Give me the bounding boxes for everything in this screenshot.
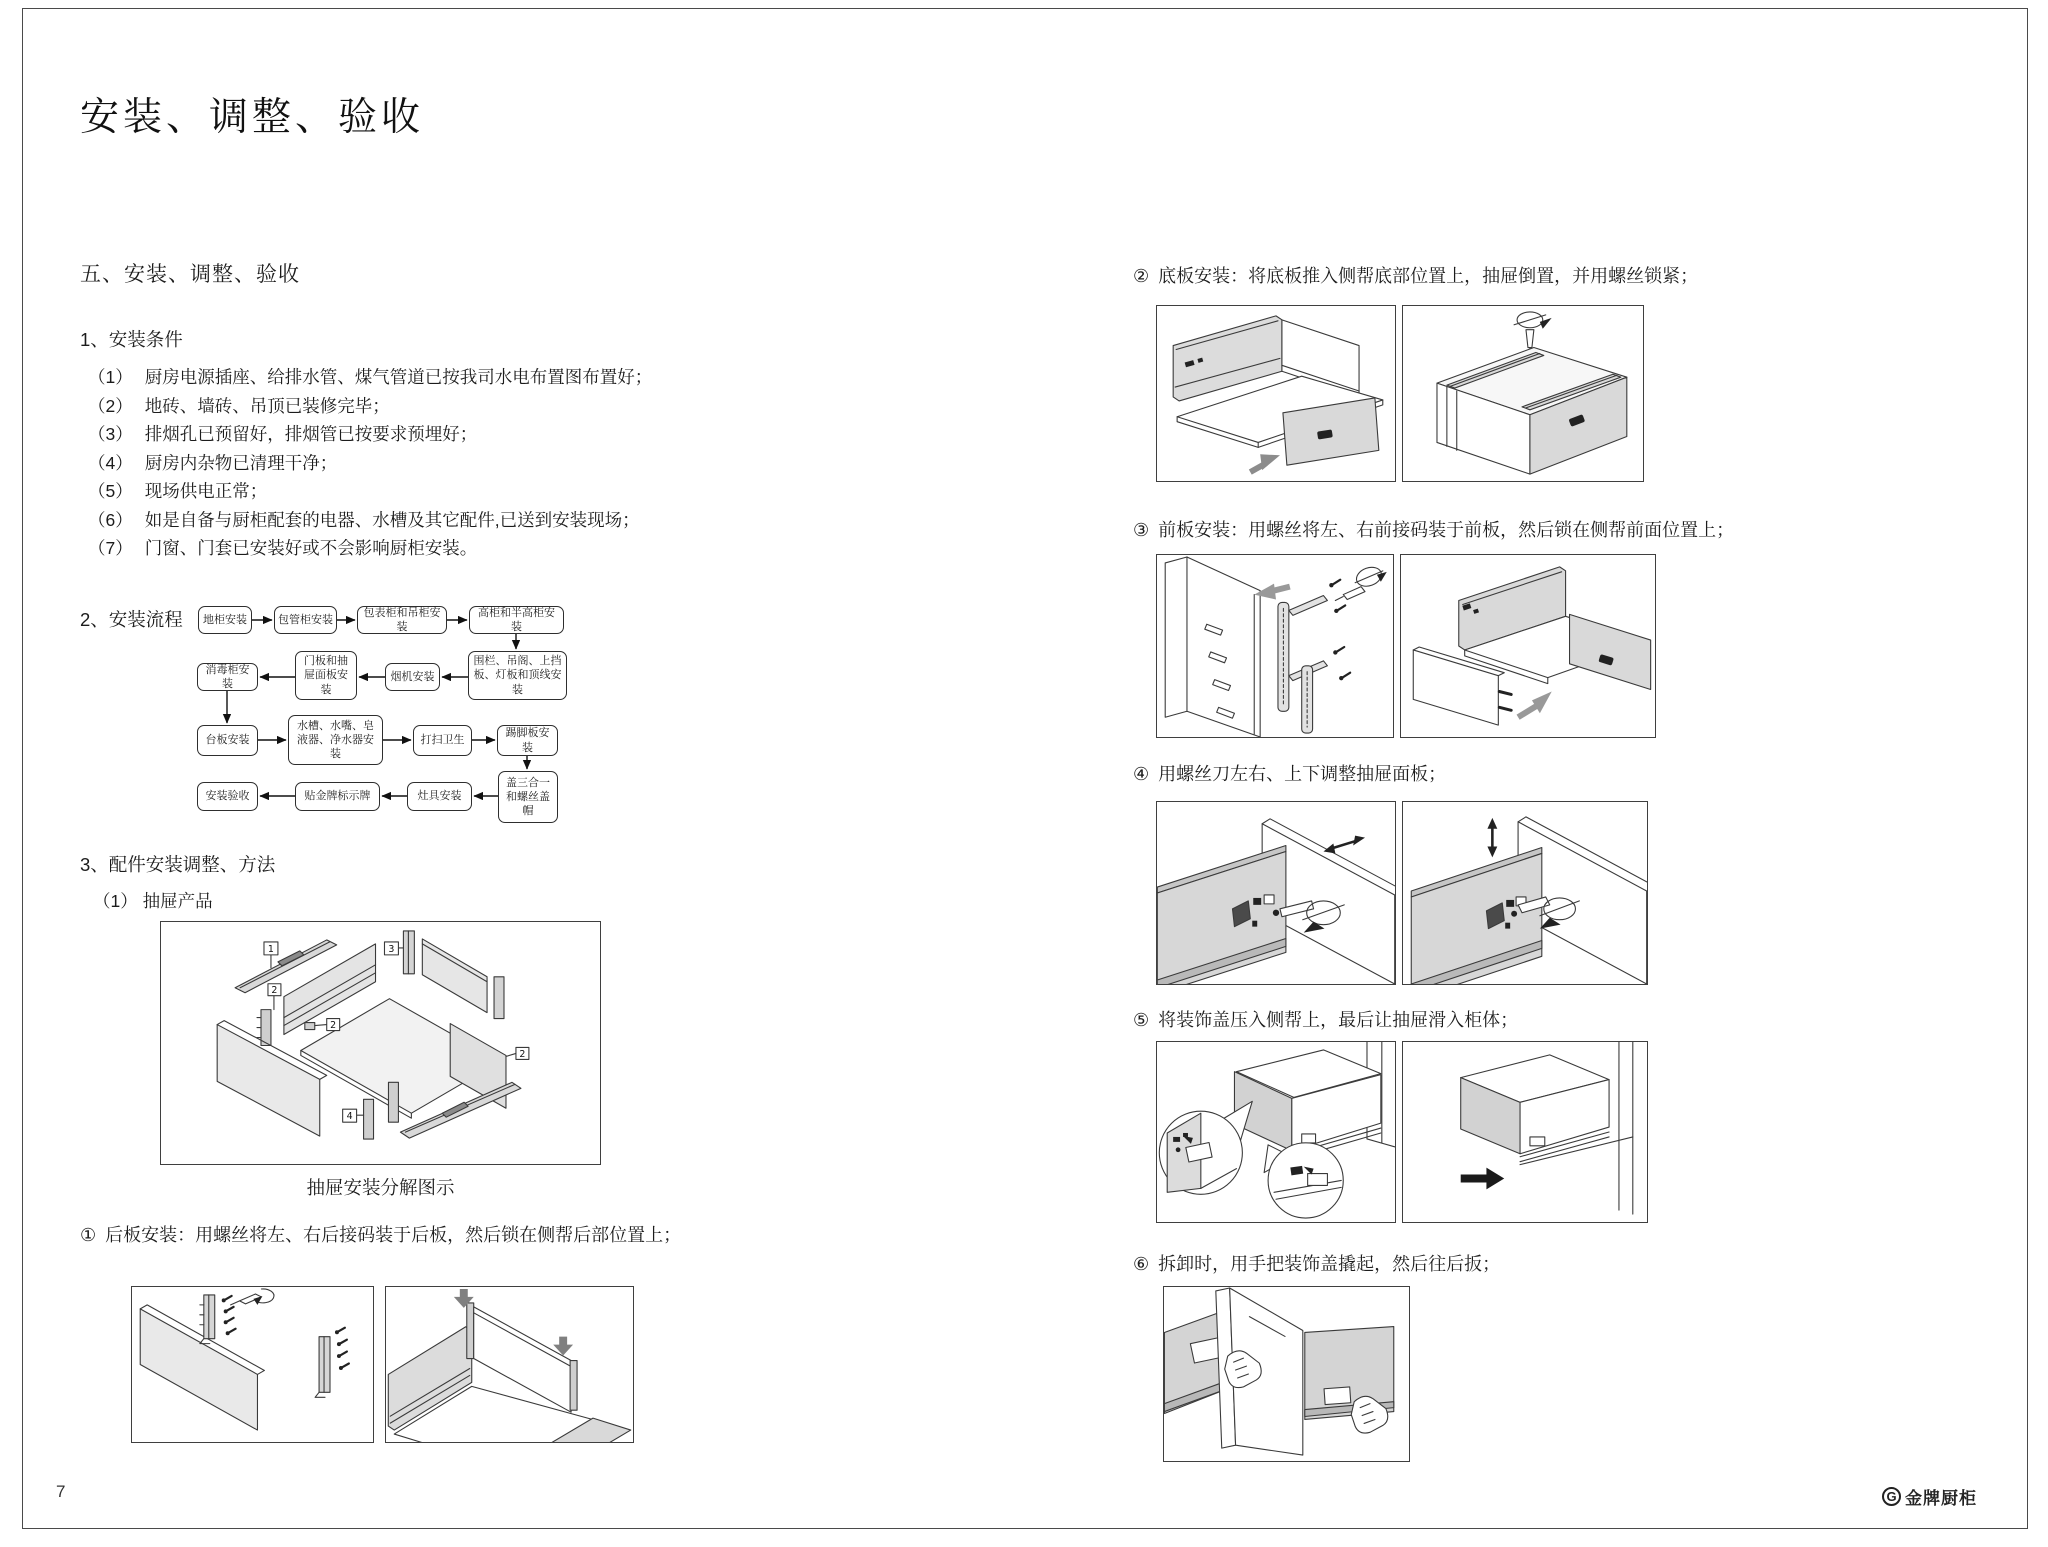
step-1-marker: ① <box>80 1225 97 1245</box>
condition-item <box>88 478 267 503</box>
condition-text: 厨房电源插座、给排水管、煤气管道已按我司水电布置图布置好； <box>144 367 653 387</box>
cover-pry-off-drawing <box>1164 1287 1409 1461</box>
step-2-heading <box>1133 262 1698 288</box>
drawer-exploded-drawing <box>161 922 600 1164</box>
step-4-marker: ④ <box>1133 764 1150 784</box>
step-1-heading <box>80 1221 681 1247</box>
brand-logo <box>1882 1484 1977 1509</box>
step-5-marker: ⑤ <box>1133 1010 1150 1030</box>
step-5-heading <box>1133 1006 1518 1032</box>
flow-node-screw-caps: 盖三合一和螺丝盖帽 <box>498 771 558 823</box>
step-5-figure-a <box>1156 1041 1396 1223</box>
condition-item <box>88 535 477 560</box>
condition-num: （4） <box>88 453 133 473</box>
flow-node-pipe-cabinet: 包管柜安装 <box>274 606 337 634</box>
condition-text: 如是自备与厨柜配套的电器、水槽及其它配件,已送到安装现场； <box>144 510 640 530</box>
condition-text: 排烟孔已预留好，排烟管已按要求预埋好； <box>144 424 478 444</box>
step-6-text: 拆卸时，用手把装饰盖撬起，然后往后扳； <box>1158 1254 1501 1274</box>
step-2-figure-b <box>1402 305 1644 482</box>
step-6-heading <box>1133 1250 1500 1276</box>
subsection-3-1-heading: （1） 抽屉产品 <box>93 891 213 911</box>
condition-item <box>88 364 652 389</box>
step-2-text: 底板安装：将底板推入侧帮底部位置上，抽屉倒置，并用螺丝锁紧； <box>1158 266 1699 286</box>
step-2-marker: ② <box>1133 266 1150 286</box>
subsection-1-heading: 1、安装条件 <box>80 329 183 350</box>
flow-node-brand-plate: 贴金牌标示牌 <box>295 782 380 811</box>
bottom-panel-slide-drawing <box>1157 306 1395 481</box>
condition-text: 地砖、墙砖、吊顶已装修完毕； <box>144 396 390 416</box>
condition-num: （5） <box>88 481 133 501</box>
page-number: 7 <box>56 1482 66 1501</box>
condition-text: 门窗、门套已安装好或不会影响厨柜安装。 <box>144 538 478 558</box>
condition-num: （6） <box>88 510 133 530</box>
step-4-text: 用螺丝刀左右、上下调整抽屉面板； <box>1158 764 1447 784</box>
condition-item <box>88 393 390 418</box>
flow-node-rail-panel: 围栏、吊阁、上挡板、灯板和顶线安装 <box>468 651 567 700</box>
front-bracket-screws-drawing <box>1157 555 1393 737</box>
part-label-4: 4 <box>346 1111 353 1123</box>
condition-num: （3） <box>88 424 133 444</box>
step-3-figure-a <box>1156 554 1394 738</box>
flow-node-tall-cabinet: 高柜和半高柜安装 <box>469 606 564 634</box>
step-1-figure-a <box>131 1286 374 1443</box>
brand-logo-text: 金牌厨柜 <box>1905 1489 1977 1508</box>
adjust-up-down-drawing <box>1403 802 1647 984</box>
step-3-heading <box>1133 516 1734 542</box>
step-1-text: 后板安装：用螺丝将左、右后接码装于后板，然后锁在侧帮后部位置上； <box>105 1225 682 1245</box>
step-4-heading <box>1133 760 1446 786</box>
front-panel-attach-drawing <box>1401 555 1655 737</box>
step-3-marker: ③ <box>1133 520 1150 540</box>
subsection-3-heading: 3、配件安装调整、方法 <box>80 854 276 875</box>
flow-node-sink-faucet: 水槽、水嘴、皂液器、净水器安装 <box>288 715 383 765</box>
flow-node-sterilizer: 消毒柜安装 <box>197 663 258 691</box>
flow-node-stove: 灶具安装 <box>407 782 472 811</box>
part-label-2: 2 <box>330 1020 337 1032</box>
step-2-figure-a <box>1156 305 1396 482</box>
condition-text: 现场供电正常； <box>144 481 268 501</box>
drawer-slide-in-drawing <box>1403 1042 1647 1222</box>
back-panel-bracket-drawing <box>132 1287 373 1442</box>
flow-node-meter-wall-cabinet: 包表柜和吊柜安装 <box>357 606 447 634</box>
condition-item <box>88 421 477 446</box>
part-label-2: 2 <box>271 985 278 997</box>
installation-flowchart <box>180 598 570 833</box>
part-label-3: 3 <box>388 943 395 955</box>
part-label-1: 1 <box>267 943 274 955</box>
step-6-figure <box>1163 1286 1410 1462</box>
flow-node-base-cabinet: 地柜安装 <box>198 606 252 634</box>
step-1-figure-b <box>385 1286 634 1443</box>
bottom-panel-screw-drawing <box>1403 306 1643 481</box>
flow-node-kickboard: 踢脚板安装 <box>497 725 558 756</box>
step-3-figure-b <box>1400 554 1656 738</box>
condition-item <box>88 450 337 475</box>
subsection-2-heading: 2、安装流程 <box>80 609 183 630</box>
back-panel-lock-drawing <box>386 1287 633 1442</box>
drawer-exploded-diagram <box>160 921 601 1165</box>
cover-press-detail-drawing <box>1157 1042 1395 1222</box>
condition-num: （7） <box>88 538 133 558</box>
step-5-text: 将装饰盖压入侧帮上，最后让抽屉滑入柜体； <box>1158 1010 1519 1030</box>
brand-g-icon: G <box>1882 1487 1901 1506</box>
step-4-figure-b <box>1402 801 1648 985</box>
condition-num: （2） <box>88 396 133 416</box>
flow-node-acceptance: 安装验收 <box>197 782 258 811</box>
flow-node-countertop: 台板安装 <box>197 725 258 756</box>
condition-item <box>88 507 640 532</box>
exploded-diagram-caption: 抽屉安装分解图示 <box>306 1177 455 1198</box>
condition-num: （1） <box>88 367 133 387</box>
step-3-text: 前板安装：用螺丝将左、右前接码装于前板，然后锁在侧帮前面位置上； <box>1158 520 1735 540</box>
step-5-figure-b <box>1402 1041 1648 1223</box>
flow-node-door-drawer-panel: 门板和抽屉面板安装 <box>295 651 357 700</box>
step-6-marker: ⑥ <box>1133 1254 1150 1274</box>
flow-node-hood: 烟机安装 <box>385 663 440 691</box>
condition-text: 厨房内杂物已清理干净； <box>144 453 338 473</box>
adjust-left-right-drawing <box>1157 802 1395 984</box>
step-4-figure-a <box>1156 801 1396 985</box>
page-title: 安装、调整、验收 <box>80 96 425 139</box>
part-label-2: 2 <box>519 1048 526 1060</box>
flow-node-cleaning: 打扫卫生 <box>413 725 472 756</box>
section-heading: 五、安装、调整、验收 <box>80 263 300 286</box>
